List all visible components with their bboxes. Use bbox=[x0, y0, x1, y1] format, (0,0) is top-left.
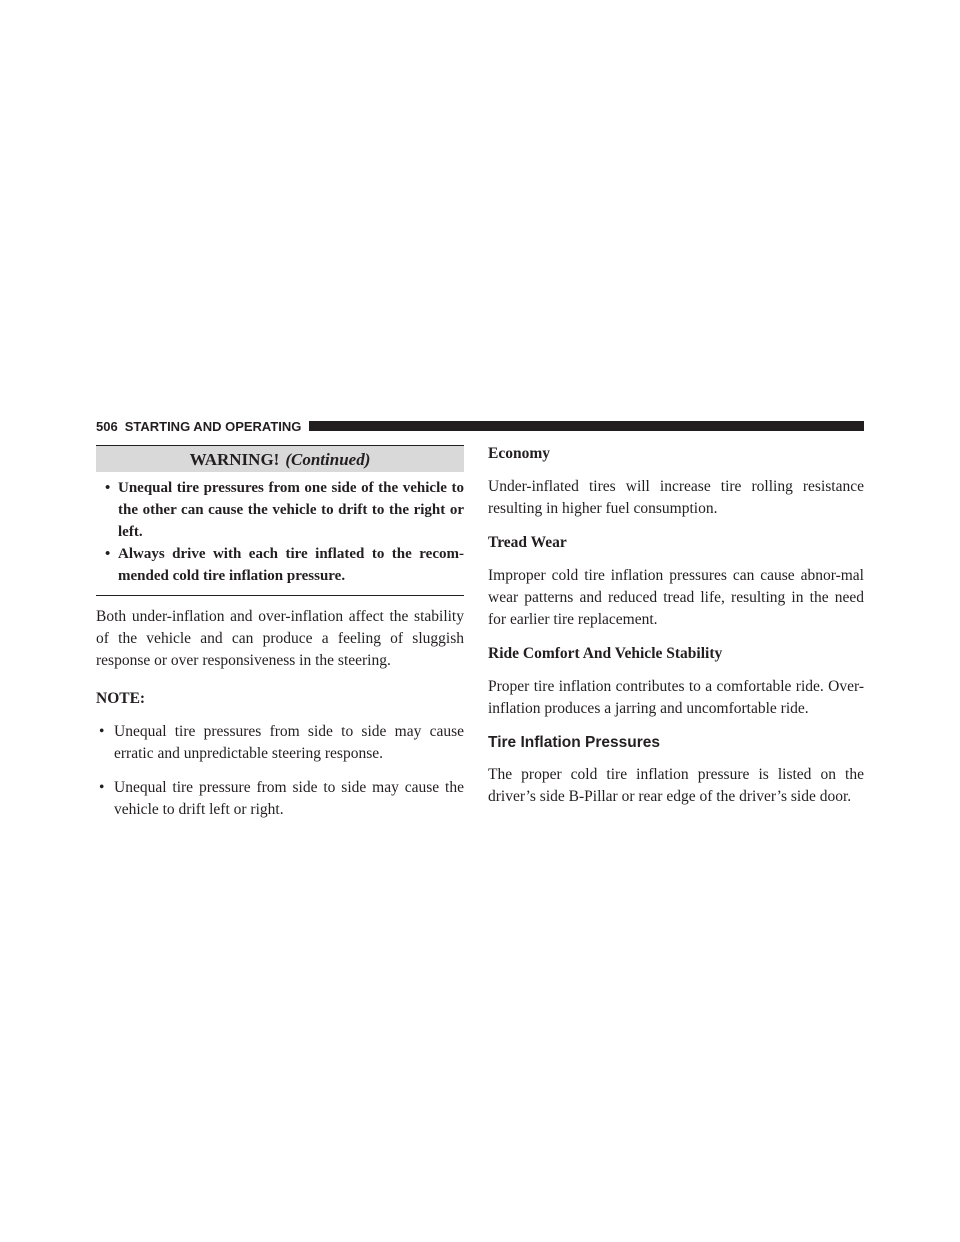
bullet-icon: • bbox=[99, 779, 105, 796]
warning-box bbox=[96, 445, 464, 596]
stability-paragraph: Both under-inflation and over-inflation affect the stability of the vehicle and can produce a feeling of sluggish response or over responsiveness in the steering. bbox=[96, 608, 464, 669]
warning-item bbox=[96, 477, 464, 543]
bullet-icon: • bbox=[105, 546, 111, 562]
tread-wear-heading: Tread Wear bbox=[488, 534, 567, 551]
warning-body bbox=[96, 472, 464, 595]
bullet-icon: • bbox=[105, 480, 111, 496]
warning-item bbox=[96, 543, 464, 587]
tire-inflation-pressures-paragraph: The proper cold tire inflation pressure is listed on the driver’s side B-Pillar or rear edge of the driver’s side door. bbox=[488, 766, 864, 805]
header-rule bbox=[309, 421, 864, 431]
bullet-icon: • bbox=[99, 723, 105, 740]
warning-title: WARNING! bbox=[189, 450, 280, 469]
note-item bbox=[96, 721, 464, 765]
warning-item-text: Unequal tire pressures from one side of the vehicle to the other can cause the vehicle to drift to the right or left. bbox=[118, 480, 464, 540]
section-title: STARTING AND OPERATING bbox=[124, 418, 302, 434]
economy-heading: Economy bbox=[488, 445, 550, 462]
tread-wear-paragraph: Improper cold tire inflation pressures can cause abnor-mal wear patterns and reduced tread life, resulting in the need for earlier tire replacement. bbox=[488, 567, 864, 628]
warning-heading bbox=[96, 446, 464, 472]
warning-item-text: Always drive with each tire inflated to the recom-mended cold tire inflation pressure. bbox=[118, 546, 464, 584]
ride-comfort-paragraph: Proper tire inflation contributes to a comfortable ride. Over-inflation produces a jarring and uncomfortable ride. bbox=[488, 678, 864, 717]
note-label: NOTE: bbox=[96, 690, 146, 707]
note-item-text: Unequal tire pressures from side to side may cause erratic and unpredictable steering response. bbox=[114, 723, 464, 762]
note-item bbox=[96, 777, 464, 821]
tire-inflation-pressures-heading: Tire Inflation Pressures bbox=[488, 734, 660, 751]
page-number: 506 bbox=[96, 418, 118, 434]
note-item-text: Unequal tire pressure from side to side may cause the vehicle to drift left or right. bbox=[114, 779, 464, 818]
page-header bbox=[96, 418, 864, 434]
ride-comfort-heading: Ride Comfort And Vehicle Stability bbox=[488, 645, 723, 662]
right-column bbox=[488, 443, 864, 808]
warning-continued: (Continued) bbox=[285, 450, 371, 469]
economy-paragraph: Under-inflated tires will increase tire rolling resistance resulting in higher fuel consumption. bbox=[488, 478, 864, 517]
left-column bbox=[96, 445, 464, 833]
